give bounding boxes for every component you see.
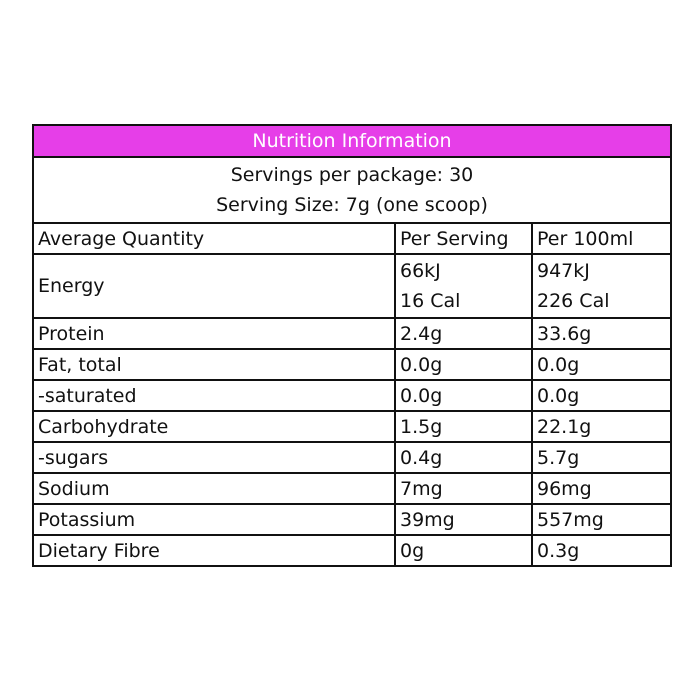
- table-row: [34, 254, 670, 318]
- nutrition-title: Nutrition Information: [34, 126, 670, 158]
- per-serving-cal: 16 Cal: [400, 290, 461, 312]
- per-serving-value: 2.4g: [395, 318, 532, 349]
- per-100ml-value: 0.3g: [537, 539, 580, 562]
- per-serving-kj: 66kJ: [400, 260, 441, 282]
- servings-per-package: Servings per package: 30: [230, 164, 474, 186]
- column-header-per-serving: Per Serving: [395, 224, 532, 254]
- per-serving-value: 7mg: [395, 473, 532, 504]
- per-100ml-cal: 226 Cal: [537, 290, 610, 312]
- per-100ml-kj: 947kJ: [537, 260, 590, 282]
- column-header-per-100ml: Per 100ml: [532, 224, 670, 254]
- table-row: [34, 318, 670, 349]
- nutrient-name: -saturated: [34, 380, 395, 411]
- per-100ml-value: 0.0g: [532, 380, 670, 411]
- nutrient-name: -sugars: [34, 442, 395, 473]
- nutrient-name: Sodium: [34, 473, 395, 504]
- nutrition-table: [34, 224, 670, 565]
- per-100ml-value: 22.1g: [532, 411, 670, 442]
- per-100ml-value: 0.0g: [532, 349, 670, 380]
- nutrient-name: Carbohydrate: [34, 411, 395, 442]
- per-serving-value: 0g: [395, 535, 532, 565]
- per-serving-value: 0.0g: [395, 349, 532, 380]
- nutrient-name: Dietary Fibre: [34, 535, 395, 565]
- serving-size: Serving Size: 7g (one scoop): [216, 194, 488, 216]
- table-row: [34, 411, 670, 442]
- per-serving-value: 1.5g: [395, 411, 532, 442]
- table-row: [34, 349, 670, 380]
- per-serving-value: 0.4g: [395, 442, 532, 473]
- table-row: [34, 504, 670, 535]
- per-serving-value: 0.0g: [395, 380, 532, 411]
- table-header-row: [34, 224, 670, 254]
- table-row: [34, 535, 670, 565]
- per-100ml-value: 33.6g: [532, 318, 670, 349]
- nutrient-name: Potassium: [34, 504, 395, 535]
- nutrient-name: Energy: [34, 254, 395, 318]
- nutrition-panel: [32, 124, 672, 567]
- per-100ml-value: [532, 254, 670, 318]
- column-header-quantity: Average Quantity: [34, 224, 395, 254]
- per-serving-value: [395, 254, 532, 318]
- table-row: [34, 380, 670, 411]
- per-100ml-value: 557mg: [532, 504, 670, 535]
- table-row: [34, 442, 670, 473]
- nutrient-name: Fat, total: [34, 349, 395, 380]
- table-row: [34, 473, 670, 504]
- nutrient-name: Protein: [34, 318, 395, 349]
- servings-block: [34, 158, 670, 224]
- per-serving-value: 39mg: [395, 504, 532, 535]
- per-100ml-value: 96mg: [532, 473, 670, 504]
- per-100ml-value: 5.7g: [532, 442, 670, 473]
